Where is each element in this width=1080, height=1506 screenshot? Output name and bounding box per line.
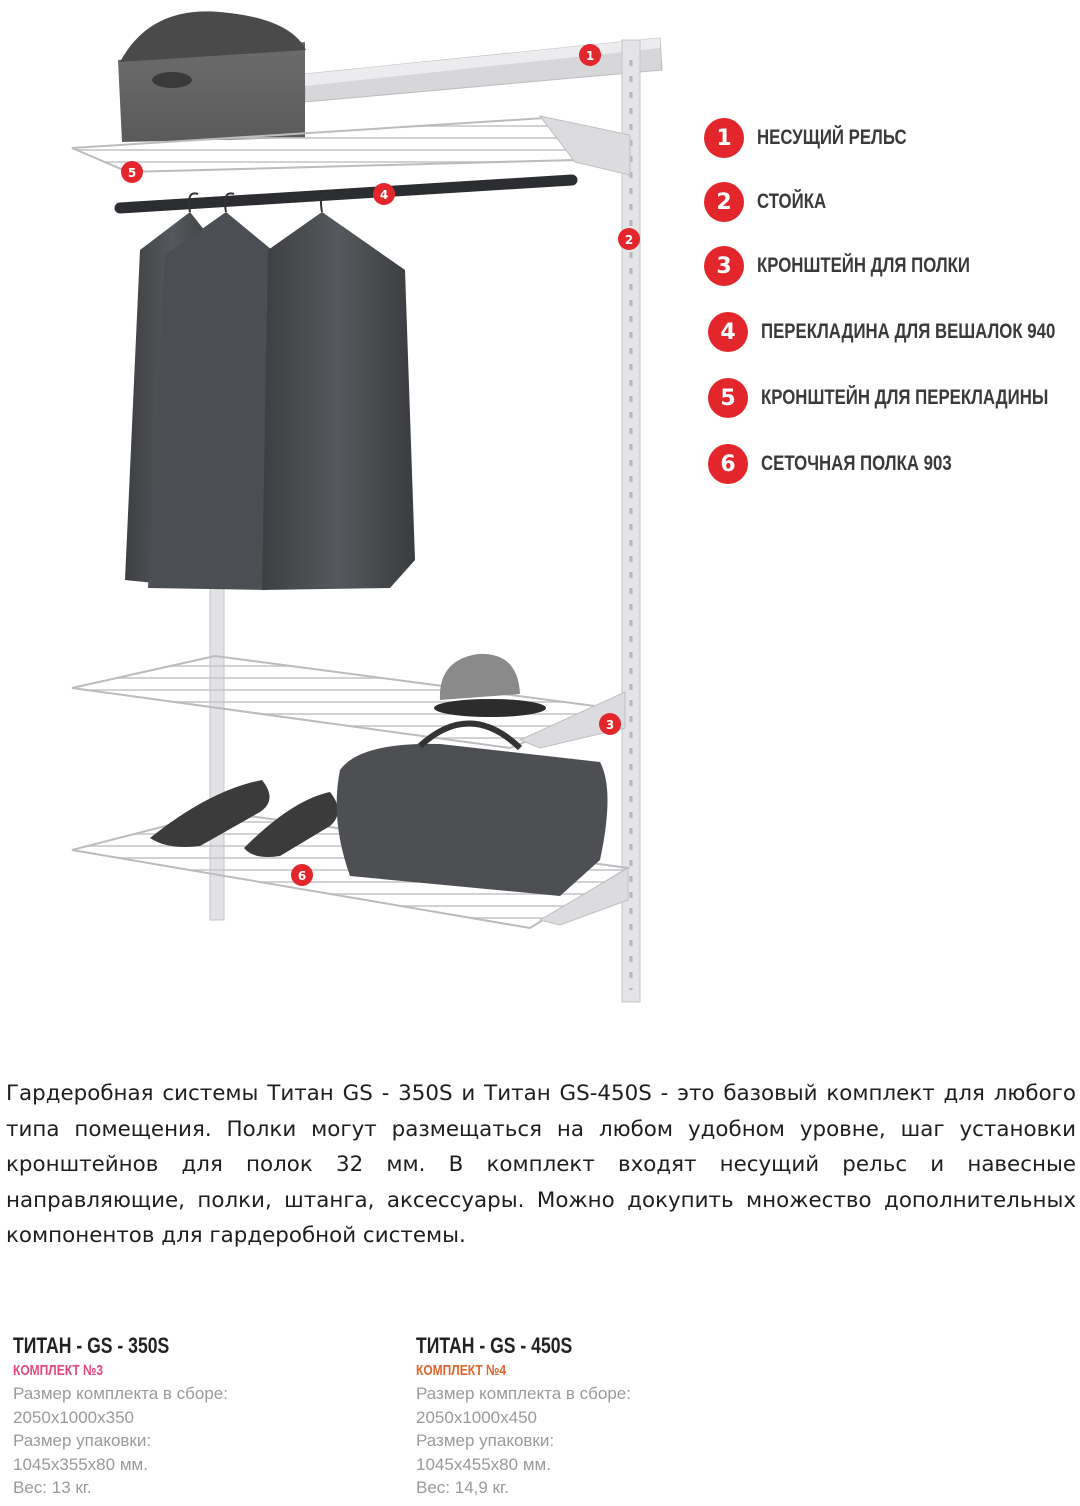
duffel-bag [337,723,608,896]
legend-label-4: ПЕРЕКЛАДИНА ДЛЯ ВЕШАЛОК 940 [761,320,1056,343]
callout-4-label: 4 [379,188,389,202]
callout-6 [291,864,313,886]
assembled-size-label: Размер комплекта в сборе: [416,1384,631,1403]
legend-label-2: СТОЙКА [757,190,827,213]
callout-4 [373,183,395,205]
legend-item-5 [708,376,1080,420]
top-rail [305,38,662,102]
callout-2-label: 2 [624,233,634,247]
kit-subtitle: КОМПЛЕКТ №4 [416,1362,507,1379]
legend-label-6: СЕТОЧНАЯ ПОЛКА 903 [761,452,952,475]
legend-label-3: КРОНШТЕЙН ДЛЯ ПОЛКИ [757,254,971,277]
legend-badge-2: 2 [704,182,744,222]
callout-1 [579,44,601,66]
legend-label-5: КРОНШТЕЙН ДЛЯ ПЕРЕКЛАДИНЫ [761,386,1049,409]
kit-title: ТИТАН - GS - 350S [13,1333,170,1358]
kit-450s [416,1332,716,1500]
wardrobe-illustration [0,0,680,1030]
assembled-size-value: 2050х1000х350 [13,1407,135,1427]
callout-3 [599,713,621,735]
callout-3-label: 3 [605,718,615,732]
legend-label-1: НЕСУЩИЙ РЕЛЬС [757,126,907,149]
assembled-size-value: 2050х1000х450 [416,1407,538,1427]
callout-5 [121,161,143,183]
callout-1-label: 1 [585,49,595,63]
weight-value: Вес: 14,9 кг. [416,1478,509,1498]
storage-box [118,11,306,142]
legend-item-1 [704,116,944,160]
kit-title: ТИТАН - GS - 450S [416,1333,573,1358]
assembled-size-label: Размер комплекта в сборе: [13,1384,228,1403]
callout-6-label: 6 [297,869,307,883]
kit-subtitle: КОМПЛЕКТ №3 [13,1362,104,1379]
callout-5-label: 5 [127,166,137,180]
package-size-label: Размер упаковки: [13,1431,152,1451]
package-size-label: Размер упаковки: [416,1431,555,1451]
legend-badge-1: 1 [704,118,744,158]
cap [434,654,546,717]
legend-badge-3: 3 [704,246,744,286]
legend-item-4 [708,310,1080,354]
legend-badge-5: 5 [708,378,748,418]
legend-item-6 [708,442,999,486]
callout-2 [618,228,640,250]
hanging-rod [120,180,572,208]
hanging-jackets [125,193,415,590]
package-size-value: 1045х455х80 мм. [416,1454,551,1474]
legend-item-2 [704,180,843,224]
right-upright [622,40,640,1002]
middle-shelf [72,656,625,748]
legend-badge-6: 6 [708,444,748,484]
kit-350s [13,1332,313,1500]
legend-item-3 [704,244,1023,288]
product-description: Гардеробная системы Титан GS - 350S и Титан GS-450S - это базовый комплект для любого типа помещения. Полки могут размещаться на любом удобном уровне, шаг установки кронштейнов для полок 32 мм. В комплект входят несущий рельс и навесные направляющие, полки, штанга, аксессуары. Можно докупить множество дополнительных компонентов для гардеробной системы. [6,1081,1076,1248]
weight-value: Вес: 13 кг. [13,1478,92,1498]
legend-badge-4: 4 [708,312,748,352]
package-size-value: 1045х355х80 мм. [13,1454,148,1474]
